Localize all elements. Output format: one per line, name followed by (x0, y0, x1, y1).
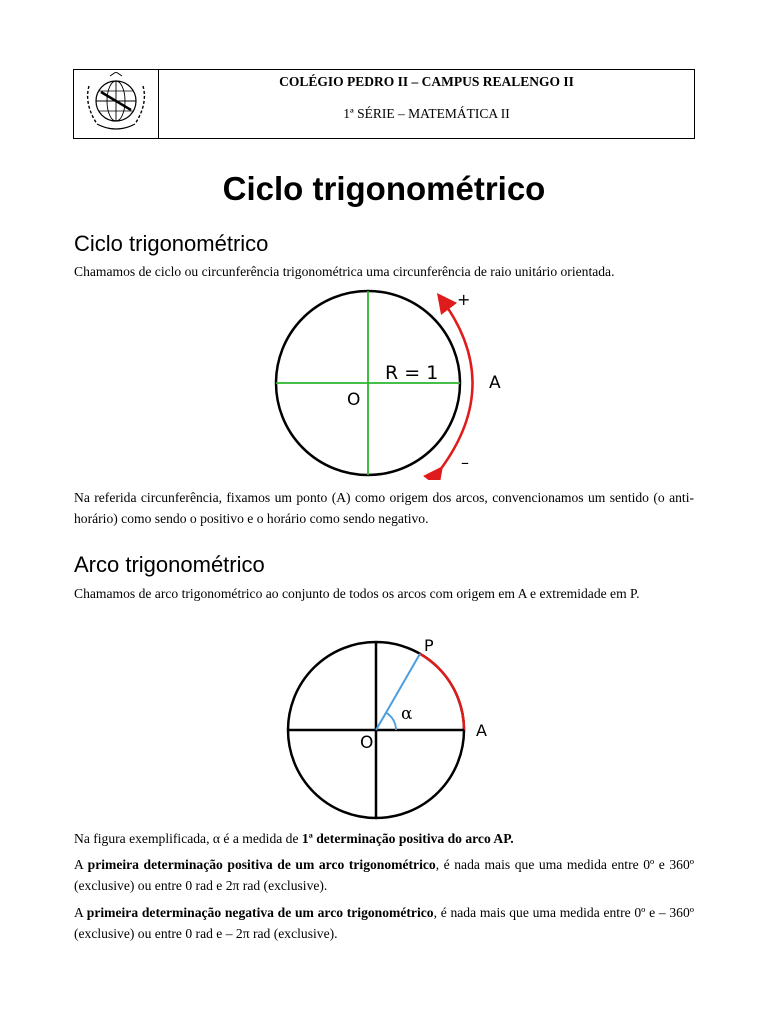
intro-ciclo: Chamamos de ciclo ou circunferência trigonométrica uma circunferência de raio unitário orientada. (74, 264, 615, 279)
unit-circle-figure (260, 285, 520, 480)
arc-figure (280, 630, 510, 820)
radius-op (376, 654, 420, 730)
alpha-label: α (401, 704, 413, 724)
section-title-ciclo: Ciclo trigonométrico (74, 231, 269, 256)
arc-ap (420, 654, 464, 730)
point-a-label-2: A (476, 721, 487, 740)
radius-label: R = 1 (385, 362, 439, 384)
paragraph-positive: A primeira determinação positiva de um arco trigonométrico, é nada mais que uma medida entre 0º e 360º (exclusive) ou entre 0 rad e 2π rad (exclusive). (74, 857, 694, 893)
point-a-label: A (489, 373, 501, 393)
paragraph-alpha: Na figura exemplificada, α é a medida de 1ª determinação positiva do arco AP. (74, 831, 514, 846)
section-title-arco: Arco trigonométrico (74, 552, 265, 577)
page-title: Ciclo trigonométrico (222, 170, 546, 207)
body-ciclo: Na referida circunferência, fixamos um ponto (A) como origem dos arcos, convencionamos um sentido (o anti-horário) como sendo o positivo e o horário como sendo negativo. (74, 490, 694, 526)
plus-sign: + (457, 290, 471, 309)
grade-subject: 1ª SÉRIE – MATEMÁTICA II (343, 106, 510, 121)
minus-sign: – (461, 453, 469, 472)
origin-label: O (347, 390, 361, 410)
school-name: COLÉGIO PEDRO II – CAMPUS REALENGO II (279, 74, 574, 89)
school-logo (74, 70, 159, 138)
angle-arc (386, 713, 396, 730)
header-box (73, 69, 695, 139)
origin-label-2: O (360, 733, 374, 753)
intro-arco: Chamamos de arco trigonométrico ao conjunto de todos os arcos com origem em A e extremidade em P. (74, 586, 640, 601)
globe-logo-icon (79, 72, 153, 136)
paragraph-negative: A primeira determinação negativa de um arco trigonométrico, é nada mais que uma medida entre 0º e – 360º (exclusive) ou entre 0 rad e – 2π rad (exclusive). (74, 905, 694, 941)
point-p-label: P (424, 636, 434, 655)
